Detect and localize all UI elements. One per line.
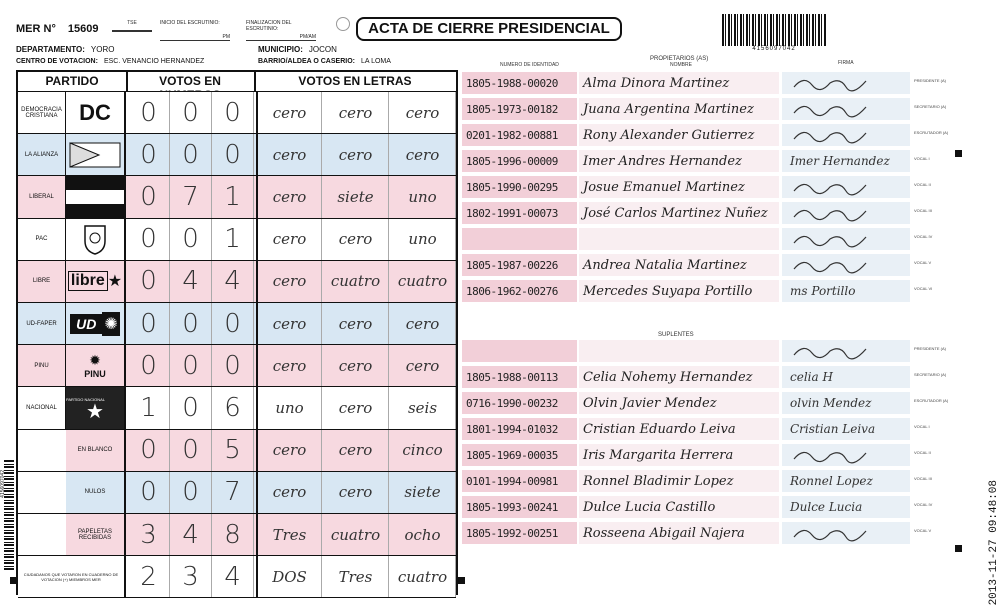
party-logo bbox=[66, 176, 126, 217]
signature-scribble bbox=[790, 99, 870, 119]
member-name: Josue Emanuel Martinez bbox=[579, 176, 779, 198]
member-id: 0716-1990-00232 bbox=[462, 392, 577, 414]
suplente-row bbox=[462, 392, 949, 414]
signature-scribble bbox=[790, 73, 870, 93]
party-name: LA ALIANZA bbox=[18, 134, 66, 175]
member-id: 1805-1996-00009 bbox=[462, 150, 577, 172]
member-name: Cristian Eduardo Leiva bbox=[579, 418, 779, 440]
vote-digit: 0 bbox=[128, 92, 170, 133]
vote-digit: 3 bbox=[170, 556, 212, 597]
member-role: PRESIDENTE (A) bbox=[914, 346, 947, 351]
vote-digit: 4 bbox=[212, 261, 254, 302]
vote-word: cuatro bbox=[323, 514, 389, 555]
inicio-escrutinio-field: PM bbox=[160, 34, 230, 41]
party-logo-text: libre bbox=[68, 271, 108, 291]
vote-digit: 0 bbox=[170, 345, 212, 386]
party-row bbox=[18, 345, 456, 387]
vote-word: cero bbox=[256, 219, 322, 260]
member-id: 1805-1990-00295 bbox=[462, 176, 577, 198]
nombre-header: NOMBRE bbox=[670, 62, 692, 68]
registration-mark bbox=[955, 545, 962, 552]
header-votos-letras: VOTOS EN LETRAS bbox=[254, 72, 454, 92]
party-name: UD-FAPER bbox=[18, 303, 66, 344]
party-logo bbox=[66, 261, 126, 302]
total-label: NULOS bbox=[66, 472, 126, 513]
member-role: SECRETARIO (A) bbox=[914, 372, 947, 377]
party-logo-text: DC bbox=[79, 99, 111, 125]
vote-digit: 0 bbox=[170, 472, 212, 513]
suplente-row bbox=[462, 366, 947, 388]
vote-word: cero bbox=[323, 472, 389, 513]
vote-digit: 0 bbox=[212, 92, 254, 133]
vote-digit: 5 bbox=[212, 430, 254, 471]
vote-digit: 0 bbox=[170, 134, 212, 175]
votes-table bbox=[16, 70, 458, 595]
vote-digit: 0 bbox=[128, 176, 170, 217]
vote-word: uno bbox=[256, 387, 322, 428]
vote-word: cuatro bbox=[323, 261, 389, 302]
party-name: NACIONAL bbox=[18, 387, 66, 428]
member-signature bbox=[782, 254, 910, 276]
signature-text: Cristian Leiva bbox=[790, 422, 876, 436]
vote-digit: 3 bbox=[128, 514, 170, 555]
member-id: 1805-1987-00226 bbox=[462, 254, 577, 276]
centro-votacion: CENTRO DE VOTACION: ESC. VENANCIO HERNANDEZ bbox=[16, 58, 205, 65]
member-id: 1801-1994-01032 bbox=[462, 418, 577, 440]
vote-digit: 0 bbox=[128, 134, 170, 175]
member-role: VOCAL VI bbox=[914, 286, 933, 291]
party-logo bbox=[66, 219, 126, 260]
member-role: VOCAL III bbox=[914, 476, 932, 481]
vote-digit: 8 bbox=[212, 514, 254, 555]
member-signature bbox=[782, 392, 910, 414]
member-id: 1806-1962-00276 bbox=[462, 280, 577, 302]
member-role: VOCAL IV bbox=[914, 234, 933, 239]
vote-word: cero bbox=[256, 303, 322, 344]
punch-hole bbox=[336, 17, 350, 31]
member-signature bbox=[782, 522, 910, 544]
party-name: DEMOCRACIA CRISTIANA bbox=[18, 92, 66, 133]
signature-text: olvin Mendez bbox=[790, 396, 872, 410]
vote-word: cero bbox=[256, 134, 322, 175]
suplente-row bbox=[462, 470, 932, 492]
member-role: VOCAL III bbox=[914, 208, 932, 213]
vote-word: seis bbox=[390, 387, 456, 428]
member-id: 1802-1991-00073 bbox=[462, 202, 577, 224]
vote-digit: 0 bbox=[170, 219, 212, 260]
member-signature bbox=[782, 280, 910, 302]
party-logo bbox=[66, 134, 126, 175]
party-logo bbox=[66, 345, 126, 386]
total-label: EN BLANCO bbox=[66, 430, 126, 471]
signature-scribble bbox=[790, 341, 870, 361]
member-name: Ronnel Bladimir Lopez bbox=[579, 470, 779, 492]
propietarios-header: PROPIETARIOS (AS) bbox=[650, 56, 709, 62]
table-header bbox=[18, 72, 456, 92]
barrio-aldea: BARRIO/ALDEA O CASERIO: LA LOMA bbox=[258, 58, 391, 65]
member-signature bbox=[782, 202, 910, 224]
suplente-row bbox=[462, 418, 930, 440]
total-row bbox=[18, 514, 456, 556]
registration-mark bbox=[955, 150, 962, 157]
member-id: 1805-1993-00241 bbox=[462, 496, 577, 518]
member-signature bbox=[782, 124, 910, 146]
signature-text: celia H bbox=[790, 370, 833, 384]
party-logo bbox=[66, 92, 126, 133]
party-row bbox=[18, 387, 456, 429]
party-row bbox=[18, 261, 456, 303]
member-signature bbox=[782, 72, 910, 94]
vote-digit: 0 bbox=[170, 92, 212, 133]
member-signature bbox=[782, 418, 910, 440]
member-name bbox=[579, 340, 779, 362]
member-id: 1805-1988-00113 bbox=[462, 366, 577, 388]
propietario-row bbox=[462, 254, 932, 276]
vote-digit: 1 bbox=[212, 176, 254, 217]
member-name bbox=[579, 228, 779, 250]
vote-word: cero bbox=[390, 303, 456, 344]
member-name: Olvin Javier Mendez bbox=[579, 392, 779, 414]
member-role: VOCAL IV bbox=[914, 502, 933, 507]
propietario-row bbox=[462, 280, 933, 302]
party-logo bbox=[66, 303, 126, 344]
inicio-escrutinio-label: INICIO DEL ESCRUTINIO: bbox=[160, 20, 220, 26]
member-name: Rosseena Abigail Najera bbox=[579, 522, 779, 544]
departamento: DEPARTAMENTO: YORO bbox=[16, 45, 115, 54]
vote-digit: 0 bbox=[170, 303, 212, 344]
party-name: PINU bbox=[18, 345, 66, 386]
fin-escrutinio-field: PM/AM bbox=[246, 34, 316, 41]
member-role: SECRETARIO (A) bbox=[914, 104, 947, 109]
vote-word: cuatro bbox=[390, 556, 456, 597]
suplente-row bbox=[462, 496, 933, 518]
vote-digit: 0 bbox=[128, 261, 170, 302]
header-partido: PARTIDO bbox=[45, 74, 99, 88]
member-id: 0101-1994-00981 bbox=[462, 470, 577, 492]
registration-mark bbox=[458, 577, 465, 584]
signature-scribble bbox=[790, 229, 870, 249]
member-signature bbox=[782, 176, 910, 198]
suplente-row bbox=[462, 340, 947, 362]
vote-digit: 4 bbox=[170, 261, 212, 302]
alianza-flag-icon bbox=[69, 142, 121, 168]
vote-word: uno bbox=[390, 219, 456, 260]
vote-word: cero bbox=[390, 134, 456, 175]
vote-word: cero bbox=[256, 472, 322, 513]
member-name: Rony Alexander Gutierrez bbox=[579, 124, 779, 146]
total-label: CIUDADANOS QUE VOTARON EN CUADERNO DE VOTACION (+) MIEMBROS MER bbox=[18, 556, 126, 597]
propietario-row bbox=[462, 124, 949, 146]
vote-word: ocho bbox=[390, 514, 456, 555]
party-logo-text: PINU bbox=[84, 369, 106, 380]
suplente-row bbox=[462, 444, 931, 466]
vote-word: cero bbox=[323, 219, 389, 260]
vote-word: cero bbox=[256, 345, 322, 386]
vote-word: cero bbox=[256, 430, 322, 471]
vote-word: cero bbox=[390, 345, 456, 386]
member-name: Alma Dinora Martinez bbox=[579, 72, 779, 94]
member-id: 1805-1988-00020 bbox=[462, 72, 577, 94]
signature-scribble bbox=[790, 523, 870, 543]
signature-text: Dulce Lucia bbox=[790, 500, 863, 514]
side-fine-print bbox=[2, 180, 10, 300]
vote-word: cero bbox=[390, 92, 456, 133]
pinu-emblem-icon: ✹ bbox=[89, 352, 101, 369]
fin-escrutinio-label: FINALIZACION DEL ESCRUTINIO: bbox=[246, 20, 292, 32]
member-role: ESCRUTADOR (A) bbox=[914, 130, 949, 135]
total-row bbox=[18, 430, 456, 472]
vote-word: DOS bbox=[256, 556, 322, 597]
signature-scribble bbox=[790, 177, 870, 197]
signature-text: Ronnel Lopez bbox=[790, 474, 873, 488]
vote-digit: 0 bbox=[128, 345, 170, 386]
member-signature bbox=[782, 150, 910, 172]
signature-text: ms Portillo bbox=[790, 284, 856, 298]
party-row bbox=[18, 219, 456, 261]
propietario-row bbox=[462, 202, 932, 224]
barcode-number: 4156097042 bbox=[752, 46, 796, 52]
side-barcode-number: 4156097042 bbox=[0, 470, 6, 498]
star-icon: ★ bbox=[86, 401, 104, 424]
vote-digit: 0 bbox=[128, 472, 170, 513]
member-role: PRESIDENTE (A) bbox=[914, 78, 947, 83]
total-row bbox=[18, 472, 456, 514]
vote-word: cero bbox=[323, 430, 389, 471]
member-name: Andrea Natalia Martinez bbox=[579, 254, 779, 276]
member-id: 1805-1969-00035 bbox=[462, 444, 577, 466]
vote-digit: 7 bbox=[212, 472, 254, 513]
vote-digit: 0 bbox=[128, 219, 170, 260]
vote-word: cero bbox=[323, 303, 389, 344]
member-name: Juana Argentina Martinez bbox=[579, 98, 779, 120]
page-title: ACTA DE CIERRE PRESIDENCIAL bbox=[356, 17, 622, 41]
suplentes-header: SUPLENTES bbox=[658, 332, 694, 338]
signature-scribble bbox=[790, 255, 870, 275]
vote-word: cero bbox=[256, 92, 322, 133]
party-row bbox=[18, 92, 456, 134]
header-votos-numeros: VOTOS EN bbox=[126, 72, 252, 92]
signature-scribble bbox=[790, 445, 870, 465]
mer-number-label: MER N° 15609 bbox=[16, 23, 99, 35]
party-logo bbox=[66, 387, 126, 428]
party-name: LIBRE bbox=[18, 261, 66, 302]
member-role: VOCAL V bbox=[914, 260, 932, 265]
vote-digit: 0 bbox=[212, 303, 254, 344]
member-id: 1805-1992-00251 bbox=[462, 522, 577, 544]
member-name: José Carlos Martinez Nuñez bbox=[579, 202, 779, 224]
propietario-row bbox=[462, 228, 933, 250]
vote-word: cero bbox=[323, 134, 389, 175]
member-name: Imer Andres Hernandez bbox=[579, 150, 779, 172]
liberal-flag-icon bbox=[66, 176, 124, 217]
vote-digit: 1 bbox=[212, 219, 254, 260]
vote-digit: 2 bbox=[128, 556, 170, 597]
member-role: VOCAL I bbox=[914, 156, 930, 161]
vote-word: Tres bbox=[323, 556, 389, 597]
blank-cell bbox=[18, 430, 66, 471]
blank-cell bbox=[18, 514, 66, 555]
member-id bbox=[462, 340, 577, 362]
party-row bbox=[18, 134, 456, 176]
vote-digit: 0 bbox=[128, 430, 170, 471]
propietario-row bbox=[462, 150, 930, 172]
member-name: Celia Nohemy Hernandez bbox=[579, 366, 779, 388]
barcode bbox=[722, 14, 826, 46]
star-icon: ★ bbox=[107, 273, 123, 291]
member-role: VOCAL V bbox=[914, 528, 932, 533]
vote-digit: 0 bbox=[170, 430, 212, 471]
member-signature bbox=[782, 340, 910, 362]
party-name: PAC bbox=[18, 219, 66, 260]
party-name: LIBERAL bbox=[18, 176, 66, 217]
propietario-row bbox=[462, 72, 947, 94]
vote-word: cero bbox=[256, 176, 322, 217]
pac-shield-icon bbox=[82, 223, 108, 255]
vote-word: siete bbox=[390, 472, 456, 513]
tse-logo: TSE bbox=[112, 20, 152, 32]
firma-header: FIRMA bbox=[838, 60, 854, 66]
total-row bbox=[18, 556, 456, 598]
vote-digit: 7 bbox=[170, 176, 212, 217]
party-row bbox=[18, 176, 456, 218]
member-role: ESCRUTADOR (A) bbox=[914, 398, 949, 403]
signature-scribble bbox=[790, 203, 870, 223]
vote-word: cero bbox=[323, 92, 389, 133]
member-role: VOCAL II bbox=[914, 182, 931, 187]
vote-word: siete bbox=[323, 176, 389, 217]
vote-word: cero bbox=[323, 345, 389, 386]
member-signature bbox=[782, 228, 910, 250]
party-row bbox=[18, 303, 456, 345]
member-role: VOCAL I bbox=[914, 424, 930, 429]
vote-digit: 0 bbox=[212, 345, 254, 386]
sun-icon: ✺ bbox=[102, 312, 119, 336]
member-id: 0201-1982-00881 bbox=[462, 124, 577, 146]
suplente-row bbox=[462, 522, 932, 544]
propietario-row bbox=[462, 176, 931, 198]
member-name: Iris Margarita Herrera bbox=[579, 444, 779, 466]
vote-digit: 0 bbox=[170, 387, 212, 428]
member-name: Mercedes Suyapa Portillo bbox=[579, 280, 779, 302]
signature-text: Imer Hernandez bbox=[790, 154, 890, 168]
vote-digit: 0 bbox=[212, 134, 254, 175]
member-id bbox=[462, 228, 577, 250]
vote-word: uno bbox=[390, 176, 456, 217]
member-signature bbox=[782, 470, 910, 492]
vote-digit: 0 bbox=[128, 303, 170, 344]
blank-cell bbox=[18, 472, 66, 513]
propietario-row bbox=[462, 98, 947, 120]
total-label: PAPELETAS RECIBIDAS bbox=[66, 514, 126, 555]
vote-word: cero bbox=[256, 261, 322, 302]
vote-word: Tres bbox=[256, 514, 322, 555]
scan-timestamp: 2013-11-27 09:48:08 bbox=[988, 480, 1000, 606]
vote-word: cinco bbox=[390, 430, 456, 471]
member-id: 1805-1973-00182 bbox=[462, 98, 577, 120]
party-logo-text: PARTIDO NACIONAL bbox=[66, 397, 105, 403]
member-signature bbox=[782, 366, 910, 388]
party-logo-text: UD bbox=[70, 314, 102, 334]
vote-word: cero bbox=[323, 387, 389, 428]
member-signature bbox=[782, 444, 910, 466]
vote-word: cuatro bbox=[390, 261, 456, 302]
vote-digit: 6 bbox=[212, 387, 254, 428]
vote-digit: 1 bbox=[128, 387, 170, 428]
vote-digit: 4 bbox=[170, 514, 212, 555]
member-signature bbox=[782, 98, 910, 120]
member-signature bbox=[782, 496, 910, 518]
member-role: VOCAL II bbox=[914, 450, 931, 455]
municipio: MUNICIPIO: JOCON bbox=[258, 45, 337, 54]
vote-digit: 4 bbox=[212, 556, 254, 597]
id-column-header: NUMERO DE IDENTIDAD bbox=[500, 62, 559, 68]
member-name: Dulce Lucia Castillo bbox=[579, 496, 779, 518]
signature-scribble bbox=[790, 125, 870, 145]
